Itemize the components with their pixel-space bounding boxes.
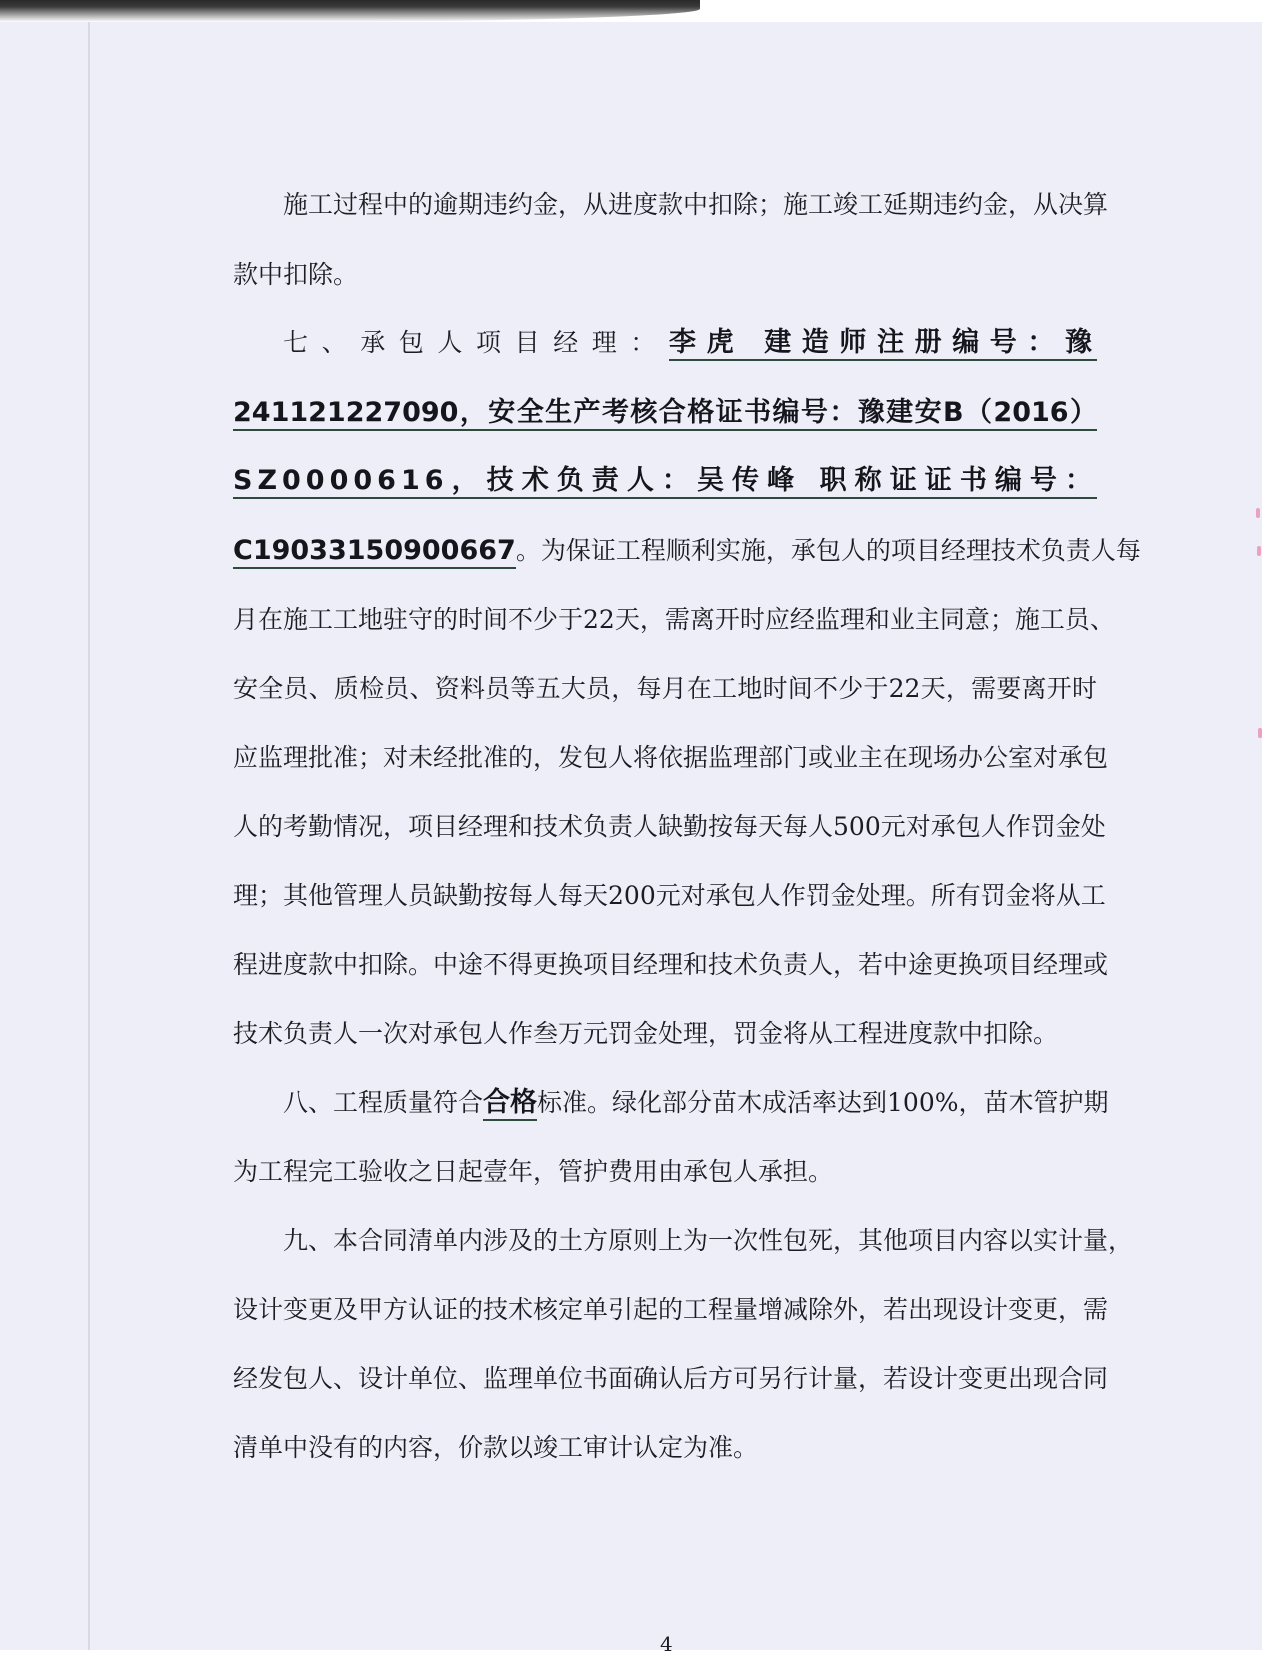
paragraph-9-line-1: 九、本合同清单内涉及的土方原则上为一次性包死，其他项目内容以实计量， [283, 1226, 1134, 1255]
paragraph-7-line-11: 技术负责人一次对承包人作叁万元罚金处理，罚金将从工程进度款中扣除。 [233, 1019, 1059, 1048]
paragraph-7-line-10: 程进度款中扣除。中途不得更换项目经理和技术负责人，若中途更换项目经理或 [233, 950, 1109, 979]
paragraph-7-line-6: 安全员、质检员、资料员等五大员，每月在工地时间不少于22天，需要离开时 [233, 674, 1097, 703]
paragraph-7-line-3 [233, 464, 1097, 498]
seal-bleed-mark [1256, 508, 1260, 518]
paragraph-8-line-2: 为工程完工验收之日起壹年，管护费用由承包人承担。 [233, 1157, 834, 1186]
paragraph-9-line-4: 清单中没有的内容，价款以竣工审计认定为准。 [233, 1433, 759, 1462]
scan-top-shadow [0, 0, 700, 22]
technical-lead-fill: SZ0000616，技术负责人：吴传峰 职称证证书编号： [233, 465, 1097, 499]
certificate-number-fill: 241121227090，安全生产考核合格证书编号：豫建安B（2016） [233, 397, 1097, 431]
clause-7-label: 七、承包人项目经理： [283, 328, 669, 357]
paragraph-7-line-8: 人的考勤情况，项目经理和技术负责人缺勤按每天每人500元对承包人作罚金处 [233, 812, 1106, 841]
seal-bleed-mark [1258, 728, 1262, 738]
title-certificate-number-fill: C19033150900667 [233, 535, 516, 569]
seal-bleed-mark [1257, 546, 1261, 556]
paragraph-9-line-3: 经发包人、设计单位、监理单位书面确认后方可另行计量，若设计变更出现合同 [233, 1364, 1109, 1393]
paragraph-8-line-1-text: 标准。绿化部分苗木成活率达到100%，苗木管护期 [537, 1088, 1109, 1117]
paragraph-7-line-9: 理；其他管理人员缺勤按每人每天200元对承包人作罚金处理。所有罚金将从工 [233, 881, 1106, 910]
quality-standard-fill: 合格 [483, 1087, 537, 1121]
paragraph-7-line-4-text: 。为保证工程顺利实施，承包人的项目经理技术负责人每 [515, 536, 1141, 565]
scan-right-margin [1262, 0, 1276, 1650]
paragraph-9-line-2: 设计变更及甲方认证的技术核定单引起的工程量增减除外，若出现设计变更，需 [233, 1295, 1109, 1324]
page-number: 4 [660, 1632, 673, 1656]
project-manager-fill: 李虎 建造师注册编号：豫 [669, 327, 1097, 361]
page-edge-shadow [88, 22, 90, 1650]
paragraph-7-line-2 [233, 396, 1097, 430]
paragraph-7-line-5: 月在施工工地驻守的时间不少于22天，需离开时应经监理和业主同意；施工员、 [233, 605, 1115, 634]
paragraph-8-line-1 [283, 1086, 1109, 1120]
paragraph-6-line-1: 施工过程中的逾期违约金，从进度款中扣除；施工竣工延期违约金，从决算 [283, 190, 1109, 219]
paragraph-7-line-4 [233, 534, 1141, 568]
paragraph-7-line-1 [283, 326, 1097, 360]
paragraph-6-line-2: 款中扣除。 [233, 260, 359, 289]
clause-8-label: 八、工程质量符合 [283, 1088, 484, 1117]
paragraph-7-line-7: 应监理批准；对未经批准的，发包人将依据监理部门或业主在现场办公室对承包 [233, 743, 1109, 772]
